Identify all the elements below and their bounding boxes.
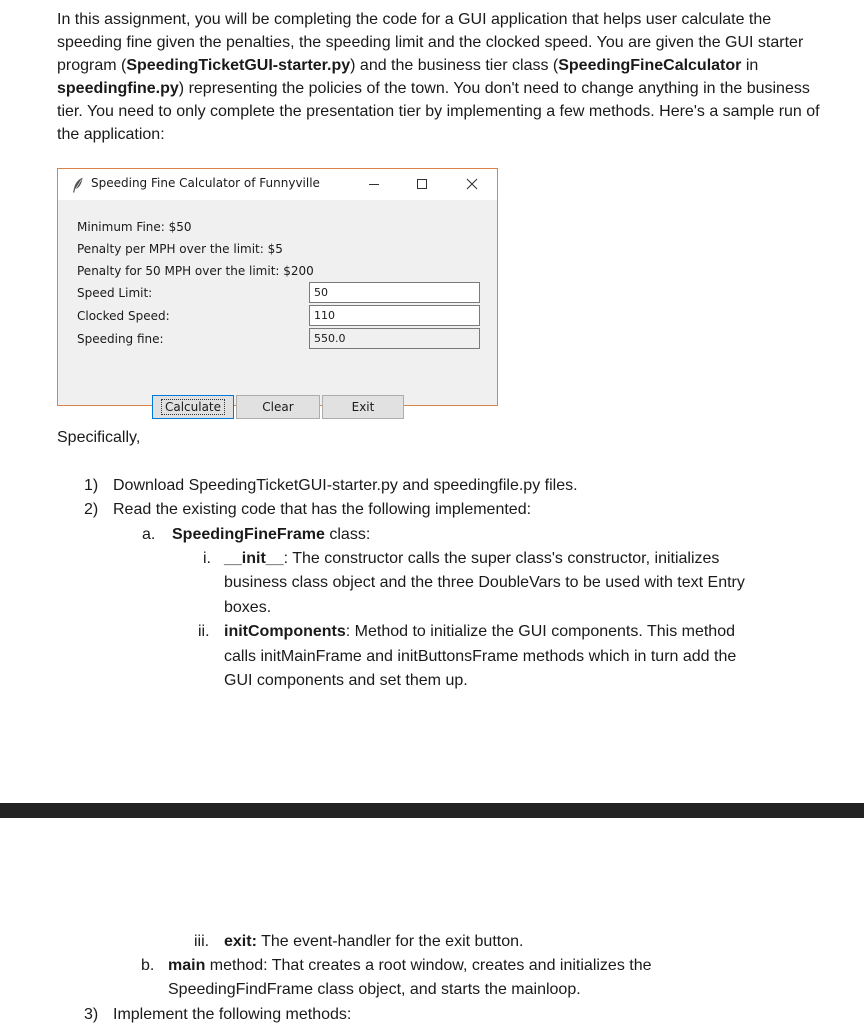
minimize-button[interactable]: [362, 173, 386, 195]
clocked-speed-label: Clocked Speed:: [77, 309, 170, 323]
starter-file-name: SpeedingTicketGUI-starter.py: [126, 57, 351, 74]
step-2b-number: b.: [141, 957, 155, 974]
speed-limit-input[interactable]: 50: [309, 282, 480, 303]
step-2b-text-1: method: That creates a root window, creates and initializes the: [205, 957, 652, 974]
app-titlebar: [58, 169, 497, 200]
init-method-name: __init__: [224, 550, 284, 567]
step-2a-text: [172, 523, 370, 547]
intro-text-1: In this assignment, you will be completing the code for a GUI application that helps user calculate the speeding fine given the penalties, the speeding limit and the clocked speed. You are given the GUI starter program (: [57, 11, 804, 74]
step-2a-i-text-1: : The constructor calls the super class's constructor, initializes: [283, 550, 720, 567]
step-1-text: Download SpeedingTicketGUI-starter.py and speedingfile.py files.: [113, 477, 578, 494]
clear-button-label: Clear: [262, 400, 294, 414]
step-3-number: 3): [84, 1006, 99, 1023]
step-2a-suffix: class:: [324, 526, 371, 543]
penalty-50-label: Penalty for 50 MPH over the limit: $200: [77, 264, 314, 278]
exit-button-label: Exit: [351, 400, 375, 414]
app-window-title: Speeding Fine Calculator of Funnyville: [91, 176, 320, 190]
step-2a-ii-line-2: calls initMainFrame and initButtonsFrame methods which in turn add the: [224, 648, 737, 665]
intro-paragraph: [57, 8, 827, 146]
step-2a-ii-text-1: : Method to initialize the GUI components. This method: [345, 623, 735, 640]
step-2a-ii-number: ii.: [198, 623, 210, 640]
step-2a-i-number: i.: [203, 550, 211, 567]
step-2b-line-1: [168, 954, 652, 978]
page-divider: [0, 803, 864, 818]
app-window: [57, 168, 498, 414]
step-2a-number: a.: [142, 526, 156, 543]
intro-text-3: in: [741, 57, 759, 74]
step-2a-i-line-3: boxes.: [224, 599, 272, 616]
clocked-speed-input[interactable]: 110: [309, 305, 480, 326]
specifically-heading: Specifically,: [57, 429, 141, 446]
step-2a-i-line-2: business class object and the three DoubleVars to be used with text Entry: [224, 574, 745, 591]
minimize-icon: [362, 173, 386, 195]
close-button[interactable]: [460, 173, 484, 195]
main-method-name: main: [168, 957, 206, 974]
calculate-button-label: Calculate: [162, 400, 224, 414]
step-2a-ii-line-1: [224, 620, 735, 644]
maximize-button[interactable]: [410, 173, 434, 195]
maximize-icon: [410, 173, 434, 195]
penalty-per-mph-label: Penalty per MPH over the limit: $5: [77, 242, 283, 256]
intro-text-4: ) representing the policies of the town. You don't need to change anything in the business tier. You need to only complete the presentation tier by implementing a few methods. Here's a sample run of the application:: [57, 80, 820, 143]
exit-button[interactable]: [322, 395, 404, 419]
step-2a-iii-number: iii.: [194, 933, 210, 950]
step-1-number: 1): [84, 477, 99, 494]
step-2-number: 2): [84, 501, 99, 518]
close-icon: [460, 173, 484, 195]
app-body: [58, 200, 497, 414]
step-2a-class-name: SpeedingFineFrame: [172, 526, 325, 543]
step-3-text: Implement the following methods:: [113, 1006, 352, 1023]
step-2a-iii-text: The event-handler for the exit button.: [256, 933, 524, 950]
business-class-name: SpeedingFineCalculator: [558, 57, 742, 74]
step-2a-i-line-1: [224, 547, 719, 571]
intro-text-2: ) and the business tier class (: [350, 57, 559, 74]
speeding-fine-output: 550.0: [309, 328, 480, 349]
init-components-name: initComponents: [224, 623, 346, 640]
calculate-button[interactable]: [152, 395, 234, 419]
min-fine-label: Minimum Fine: $50: [77, 220, 192, 234]
step-2-text: Read the existing code that has the following implemented:: [113, 501, 532, 518]
step-2b-line-2: SpeedingFindFrame class object, and starts the mainloop.: [168, 981, 581, 998]
speeding-fine-label: Speeding fine:: [77, 332, 164, 346]
business-file-name: speedingfine.py: [57, 80, 179, 97]
exit-method-name: exit:: [224, 933, 257, 950]
speed-limit-label: Speed Limit:: [77, 286, 153, 300]
feather-icon: [72, 177, 84, 193]
step-2a-iii-line: [224, 930, 523, 954]
clear-button[interactable]: [236, 395, 320, 419]
step-2a-ii-line-3: GUI components and set them up.: [224, 672, 468, 689]
